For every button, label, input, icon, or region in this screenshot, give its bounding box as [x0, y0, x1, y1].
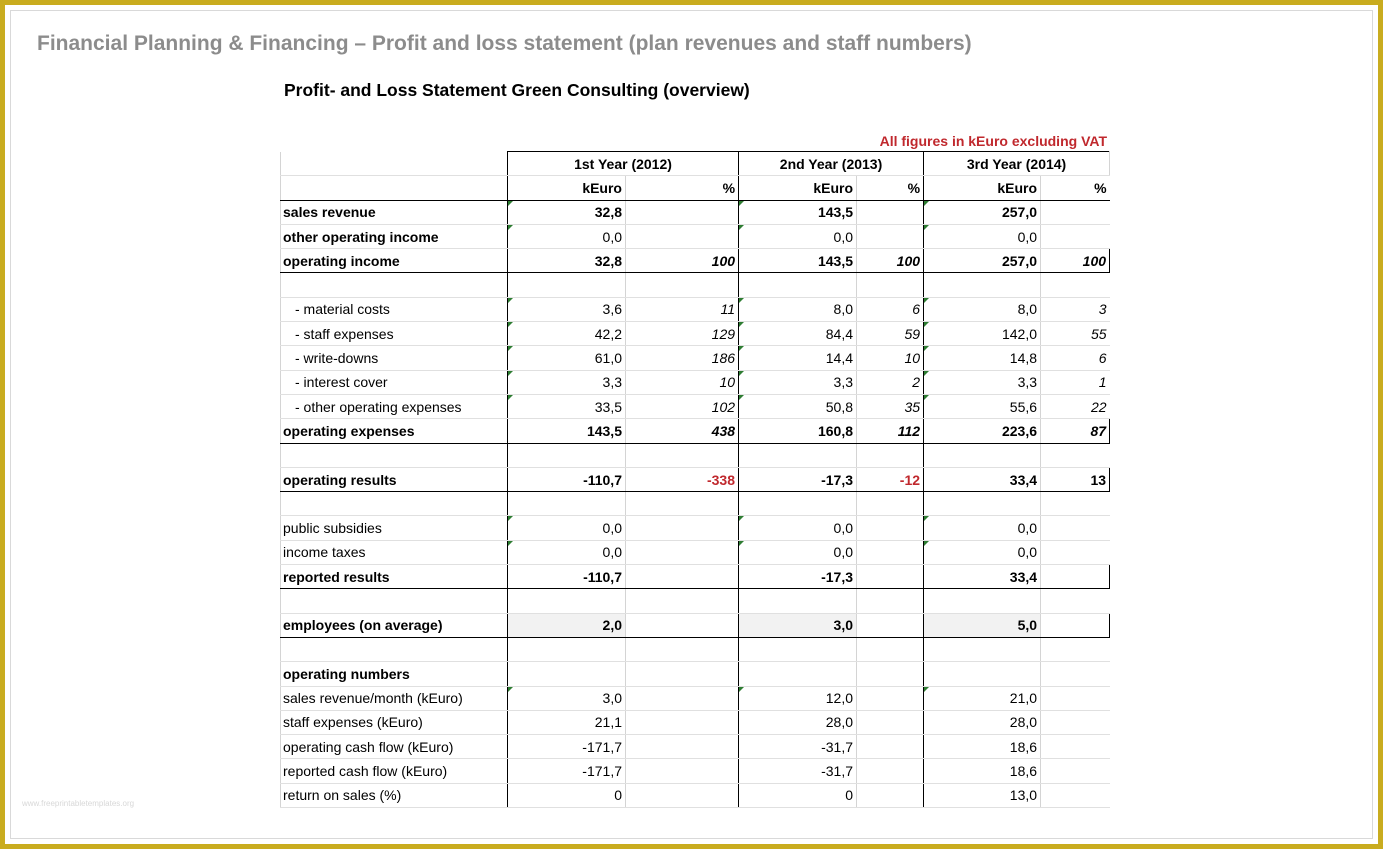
cell[interactable]: [1041, 565, 1110, 589]
cell[interactable]: 33,4: [924, 467, 1041, 491]
cell[interactable]: 32,8: [508, 200, 626, 224]
row-label: operating numbers: [281, 662, 508, 686]
table-row: [281, 200, 1110, 224]
cell[interactable]: -17,3: [739, 467, 857, 491]
cell[interactable]: [626, 735, 739, 759]
cell[interactable]: 0,0: [739, 540, 857, 564]
row-label: reported cash flow (kEuro): [281, 759, 508, 783]
cell[interactable]: [1041, 516, 1110, 540]
cell[interactable]: 6: [857, 297, 924, 321]
cell[interactable]: [626, 200, 739, 224]
table-row: [281, 249, 1110, 273]
cell[interactable]: [626, 516, 739, 540]
cell[interactable]: [626, 613, 739, 637]
row-label: operating expenses: [281, 419, 508, 443]
year-1-header: 1st Year (2012): [508, 152, 739, 176]
table-row: [281, 224, 1110, 248]
table-row: [281, 662, 1110, 686]
row-label: staff expenses (kEuro): [281, 710, 508, 734]
cell[interactable]: [626, 710, 739, 734]
cell[interactable]: [857, 783, 924, 807]
cell[interactable]: 11: [626, 297, 739, 321]
cell[interactable]: 12,0: [739, 686, 857, 710]
cell[interactable]: 10: [857, 346, 924, 370]
cell[interactable]: 55,6: [924, 394, 1041, 418]
row-label: other operating income: [281, 224, 508, 248]
cell[interactable]: -17,3: [739, 565, 857, 589]
table-row: [281, 297, 1110, 321]
year-2-pct: %: [857, 176, 924, 200]
table-row: [281, 565, 1110, 589]
row-label: reported results: [281, 565, 508, 589]
cell[interactable]: [1041, 224, 1110, 248]
cell[interactable]: 3,6: [508, 297, 626, 321]
table-row: [281, 613, 1110, 637]
cell[interactable]: 0,0: [739, 224, 857, 248]
cell[interactable]: 257,0: [924, 249, 1041, 273]
cell[interactable]: 18,6: [924, 735, 1041, 759]
cell[interactable]: 223,6: [924, 419, 1041, 443]
cell[interactable]: 8,0: [924, 297, 1041, 321]
cell[interactable]: -338: [626, 467, 739, 491]
cell[interactable]: 3,3: [739, 370, 857, 394]
cell[interactable]: 3,3: [924, 370, 1041, 394]
row-label: employees (on average): [281, 613, 508, 637]
cell[interactable]: [1041, 759, 1110, 783]
cell[interactable]: 3,0: [739, 613, 857, 637]
cell[interactable]: 33,5: [508, 394, 626, 418]
cell[interactable]: 0,0: [924, 540, 1041, 564]
watermark: www.freeprintabletemplates.org: [22, 799, 135, 808]
cell[interactable]: 84,4: [739, 322, 857, 346]
page-title: Financial Planning & Financing – Profit and loss statement (plan revenues and staff numbers): [37, 32, 972, 55]
table-row-empty: [281, 637, 1110, 661]
cell[interactable]: -171,7: [508, 735, 626, 759]
cell[interactable]: 0,0: [739, 516, 857, 540]
cell[interactable]: 3,3: [508, 370, 626, 394]
cell[interactable]: 0,0: [924, 516, 1041, 540]
row-label: operating results: [281, 467, 508, 491]
cell[interactable]: 8,0: [739, 297, 857, 321]
cell[interactable]: -31,7: [739, 759, 857, 783]
sheet-title: Profit- and Loss Statement Green Consulting (overview): [284, 80, 750, 100]
cell[interactable]: -31,7: [739, 735, 857, 759]
header-blank: [281, 152, 508, 176]
cell[interactable]: [857, 613, 924, 637]
year-2-unit: kEuro: [739, 176, 857, 200]
year-3-pct: %: [1041, 176, 1110, 200]
cell[interactable]: [626, 759, 739, 783]
table-row: [281, 346, 1110, 370]
row-label: sales revenue/month (kEuro): [281, 686, 508, 710]
cell[interactable]: [857, 565, 924, 589]
table-row: [281, 370, 1110, 394]
cell[interactable]: 143,5: [508, 419, 626, 443]
table-row: [281, 686, 1110, 710]
cell[interactable]: [1041, 686, 1110, 710]
table-row-empty: [281, 589, 1110, 613]
cell[interactable]: 438: [626, 419, 739, 443]
cell[interactable]: 142,0: [924, 322, 1041, 346]
row-label: return on sales (%): [281, 783, 508, 807]
cell[interactable]: 6: [1041, 346, 1110, 370]
table-row: [281, 467, 1110, 491]
cell[interactable]: 5,0: [924, 613, 1041, 637]
cell[interactable]: 10: [626, 370, 739, 394]
cell[interactable]: 112: [857, 419, 924, 443]
cell[interactable]: 33,4: [924, 565, 1041, 589]
cell[interactable]: 100: [626, 249, 739, 273]
table-row-empty: [281, 443, 1110, 467]
cell[interactable]: [857, 759, 924, 783]
cell[interactable]: 28,0: [924, 710, 1041, 734]
cell[interactable]: 0: [508, 783, 626, 807]
cell[interactable]: 129: [626, 322, 739, 346]
cell[interactable]: [1041, 735, 1110, 759]
cell[interactable]: 21,0: [924, 686, 1041, 710]
cell[interactable]: 3: [1041, 297, 1110, 321]
year-3-unit: kEuro: [924, 176, 1041, 200]
table-row: [281, 783, 1110, 807]
cell[interactable]: [626, 783, 739, 807]
row-label: - other operating expenses: [281, 394, 508, 418]
cell[interactable]: [857, 224, 924, 248]
table-row: [281, 735, 1110, 759]
cell[interactable]: [1041, 710, 1110, 734]
cell[interactable]: 61,0: [508, 346, 626, 370]
cell[interactable]: 14,8: [924, 346, 1041, 370]
row-label: income taxes: [281, 540, 508, 564]
table-row-empty: [281, 492, 1110, 516]
cell[interactable]: 14,4: [739, 346, 857, 370]
cell[interactable]: 18,6: [924, 759, 1041, 783]
cell[interactable]: -110,7: [508, 467, 626, 491]
cell[interactable]: 28,0: [739, 710, 857, 734]
table-row-empty: [281, 273, 1110, 297]
cell[interactable]: 100: [857, 249, 924, 273]
cell[interactable]: 160,8: [739, 419, 857, 443]
cell[interactable]: 0,0: [508, 224, 626, 248]
row-label: sales revenue: [281, 200, 508, 224]
row-label: operating income: [281, 249, 508, 273]
cell[interactable]: 13,0: [924, 783, 1041, 807]
row-label: - write-downs: [281, 346, 508, 370]
year-1-unit: kEuro: [508, 176, 626, 200]
unit-header-row: [281, 176, 1110, 200]
cell[interactable]: 22: [1041, 394, 1110, 418]
cell[interactable]: [857, 516, 924, 540]
cell[interactable]: 50,8: [739, 394, 857, 418]
cell[interactable]: 143,5: [739, 249, 857, 273]
cell[interactable]: 1: [1041, 370, 1110, 394]
header-blank: [281, 176, 508, 200]
cell[interactable]: 2: [857, 370, 924, 394]
cell[interactable]: 2,0: [508, 613, 626, 637]
cell[interactable]: [857, 710, 924, 734]
cell[interactable]: [857, 686, 924, 710]
row-label: operating cash flow (kEuro): [281, 735, 508, 759]
cell[interactable]: 143,5: [739, 200, 857, 224]
table-row: [281, 540, 1110, 564]
cell[interactable]: [857, 735, 924, 759]
cell[interactable]: -171,7: [508, 759, 626, 783]
year-2-header: 2nd Year (2013): [739, 152, 924, 176]
table-row: [281, 516, 1110, 540]
year-1-pct: %: [626, 176, 739, 200]
cell[interactable]: [1041, 200, 1110, 224]
cell[interactable]: [1041, 613, 1110, 637]
cell[interactable]: [1041, 783, 1110, 807]
cell[interactable]: 32,8: [508, 249, 626, 273]
cell[interactable]: 13: [1041, 467, 1110, 491]
cell[interactable]: 186: [626, 346, 739, 370]
cell[interactable]: 0: [739, 783, 857, 807]
cell[interactable]: 0,0: [924, 224, 1041, 248]
year-3-header: 3rd Year (2014): [924, 152, 1110, 176]
cell[interactable]: 35: [857, 394, 924, 418]
vat-note: All figures in kEuro excluding VAT: [879, 133, 1107, 149]
cell[interactable]: 59: [857, 322, 924, 346]
cell[interactable]: [626, 540, 739, 564]
table-row: [281, 419, 1110, 443]
cell[interactable]: [857, 200, 924, 224]
table-row: [281, 759, 1110, 783]
cell[interactable]: -12: [857, 467, 924, 491]
cell[interactable]: 21,1: [508, 710, 626, 734]
cell[interactable]: [857, 540, 924, 564]
row-label: - staff expenses: [281, 322, 508, 346]
year-header-row: [281, 152, 1110, 176]
cell[interactable]: [626, 224, 739, 248]
row-label: public subsidies: [281, 516, 508, 540]
table-row: [281, 322, 1110, 346]
cell[interactable]: 55: [1041, 322, 1110, 346]
table-row: [281, 710, 1110, 734]
table-row: [281, 394, 1110, 418]
cell[interactable]: [1041, 540, 1110, 564]
cell[interactable]: 257,0: [924, 200, 1041, 224]
cell[interactable]: 87: [1041, 419, 1110, 443]
row-label: - material costs: [281, 297, 508, 321]
cell[interactable]: [626, 686, 739, 710]
row-label: - interest cover: [281, 370, 508, 394]
cell[interactable]: 42,2: [508, 322, 626, 346]
cell[interactable]: 3,0: [508, 686, 626, 710]
cell[interactable]: [626, 565, 739, 589]
cell[interactable]: 102: [626, 394, 739, 418]
cell[interactable]: 0,0: [508, 540, 626, 564]
cell[interactable]: 0,0: [508, 516, 626, 540]
cell[interactable]: 100: [1041, 249, 1110, 273]
pl-table: [280, 151, 1110, 808]
cell[interactable]: -110,7: [508, 565, 626, 589]
